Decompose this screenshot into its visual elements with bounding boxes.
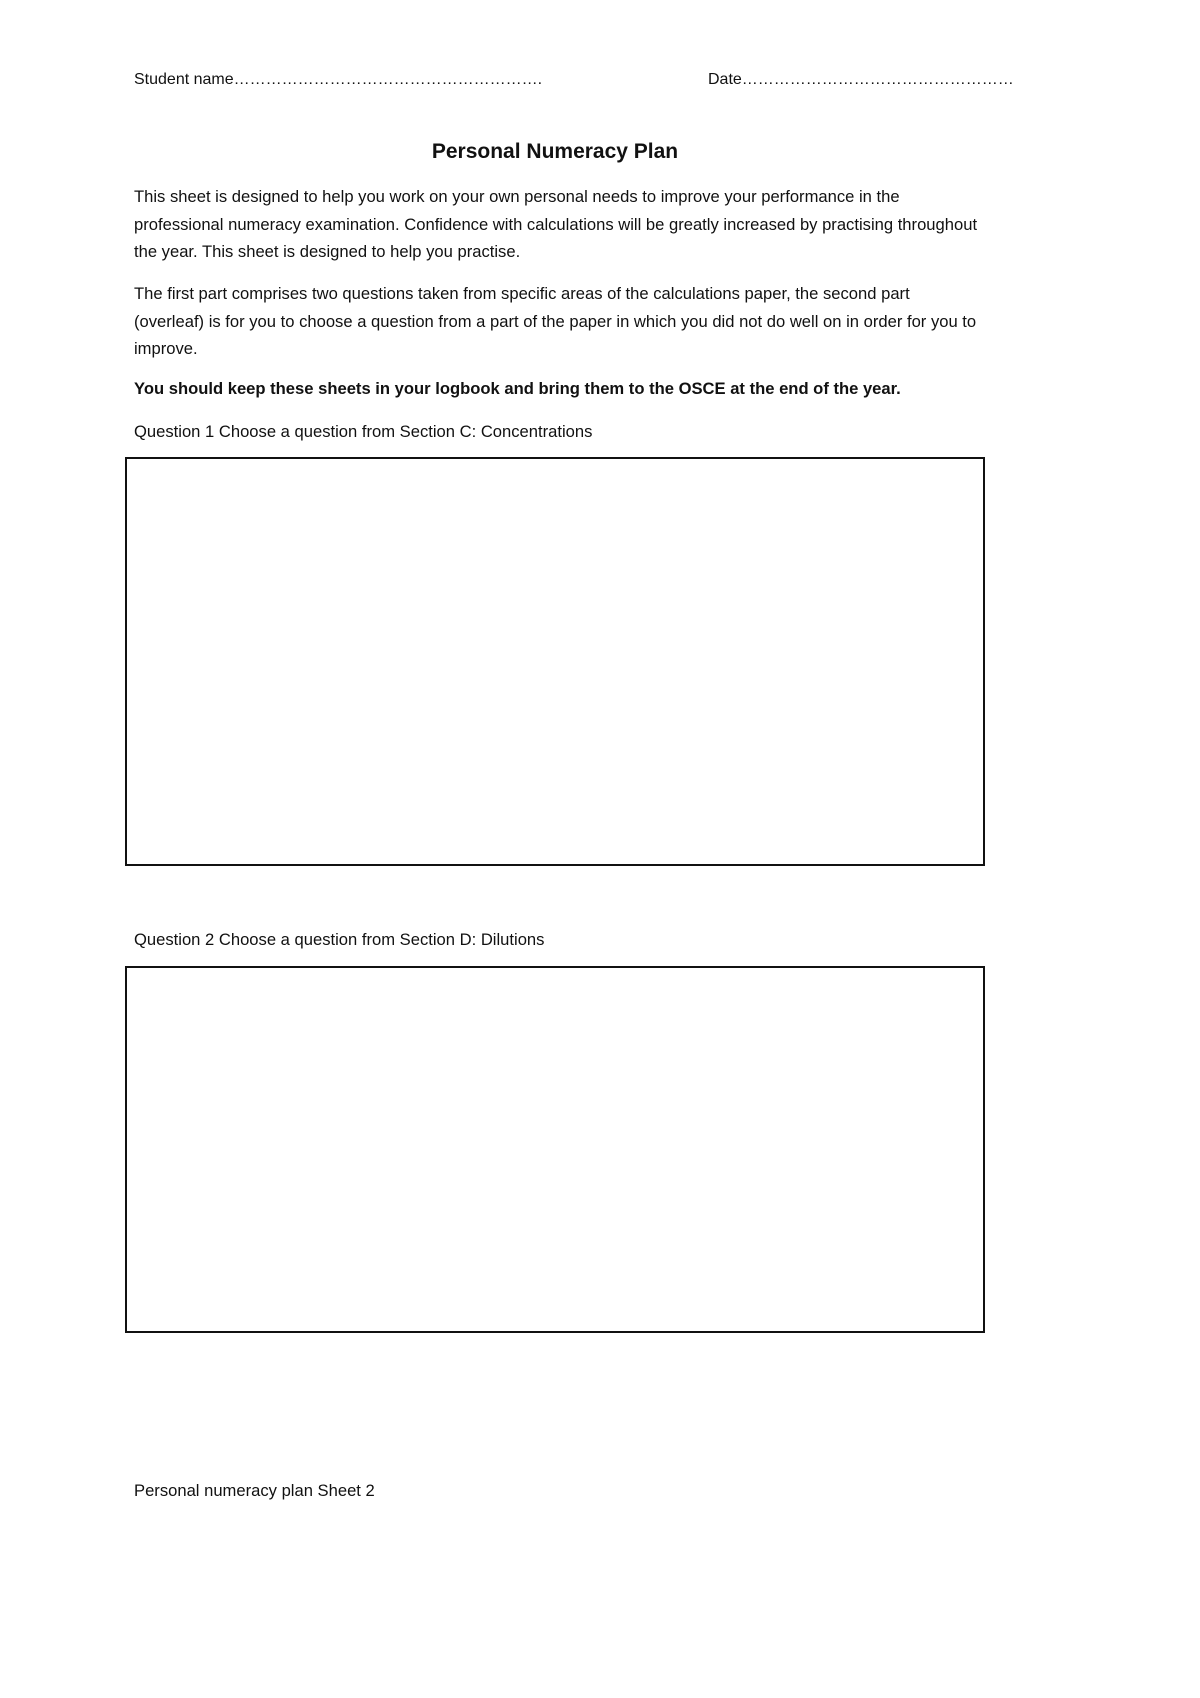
page-title: Personal Numeracy Plan (431, 140, 679, 163)
question-1-label: Question 1 Choose a question from Section C: Concentrations (134, 422, 593, 441)
logbook-notice: You should keep these sheets in your logbook and bring them to the OSCE at the end of the year. (134, 379, 901, 398)
question-2-answer-box (125, 966, 985, 1333)
student-name-field: Student name…………………………………………………. (134, 71, 543, 88)
intro-paragraph-1: This sheet is designed to help you work on your own personal needs to improve your performance in the professional numeracy examination. Confidence with calculations will be greatly increased by practising throughout the year. This sheet is designed to help you practise. (134, 187, 978, 261)
page-footer: Personal numeracy plan Sheet 2 (134, 1481, 375, 1500)
intro-paragraph-2: The first part comprises two questions taken from specific areas of the calculations paper, the second part (overleaf) is for you to choose a question from a part of the paper in which you did not do well on in order for you to improve. (134, 284, 977, 358)
question-2-label: Question 2 Choose a question from Section D: Dilutions (134, 930, 545, 949)
question-1-answer-box (125, 457, 985, 866)
date-field: Date…………………………………………… (708, 71, 1014, 88)
